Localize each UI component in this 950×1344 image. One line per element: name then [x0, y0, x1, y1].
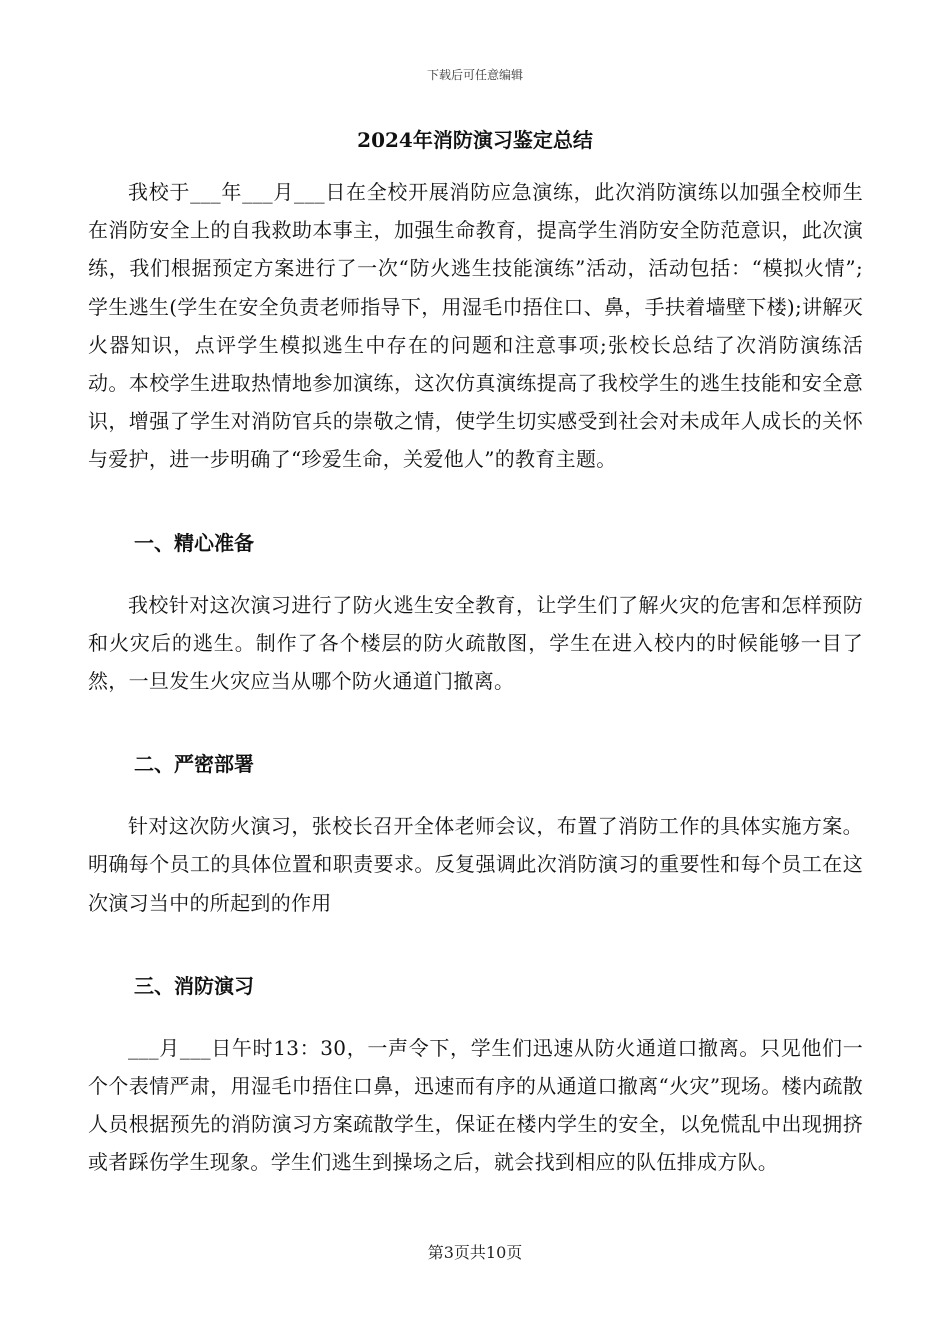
- document-title: 2024年消防演习鉴定总结: [357, 128, 593, 152]
- document-body: [88, 173, 863, 1182]
- page-number: 第3页共10页: [427, 1243, 523, 1262]
- section-heading-drill: 三、消防演习: [134, 973, 254, 998]
- spacer: [88, 922, 863, 967]
- spacer: [88, 479, 863, 524]
- section-body-deployment: 针对这次防火演习，张校长召开全体老师会议，布置了消防工作的具体实施方案。明确每个员工的具体位置和职责要求。反复强调此次消防演习的重要性和每个员工在这次演习当中的所起到的作用: [88, 814, 863, 915]
- section-body-drill: ___月___日午时13：30，一声令下，学生们迅速从防火通道口撤离。只见他们一个个表情严肃，用湿毛巾捂住口鼻，迅速而有序的从通道口撤离“火灾”现场。楼内疏散人员根据预先的消防演习方案疏散学生，保证在楼内学生的安全，以免慌乱中出现拥挤或者踩伤学生现象。学生们逃生到操场之后，就会找到相应的队伍排成方队。: [88, 1035, 863, 1175]
- spacer: [88, 700, 863, 745]
- section-heading-deployment: 二、严密部署: [134, 752, 254, 777]
- section-body-preparation: 我校针对这次演习进行了防火逃生安全教育，让学生们了解火灾的危害和怎样预防和火灾后的逃生。制作了各个楼层的防火疏散图，学生在进入校内的时候能够一目了然，一旦发生火灾应当从哪个防火通道门撤离。: [88, 592, 863, 694]
- header-note: 下载后可任意编辑: [426, 68, 523, 82]
- spacer: [88, 783, 863, 807]
- spacer: [88, 562, 863, 586]
- section-heading-preparation: 一、精心准备: [134, 530, 254, 555]
- spacer: [88, 1005, 863, 1029]
- intro-paragraph: 我校于___年___月___日在全校开展消防应急演练，此次消防演练以加强全校师生在消防安全上的自我救助本事主，加强生命教育，提高学生消防安全防范意识，此次演练，我们根据预定方案进行了一次“防火逃生技能演练”活动，活动包括：“模拟火情”;学生逃生(学生在安全负责老师指导下，用湿毛巾捂住口、鼻，手扶着墙壁下楼);讲解灭火器知识，点评学生模拟逃生中存在的问题和注意事项;张校长总结了次消防演练活动。本校学生进取热情地参加演练，这次仿真演练提高了我校学生的逃生技能和安全意识，增强了学生对消防官兵的崇敬之情，使学生切实感受到社会对未成年人成长的关怀与爱护，进一步明确了“珍爱生命，关爱他人”的教育主题。: [88, 180, 863, 472]
